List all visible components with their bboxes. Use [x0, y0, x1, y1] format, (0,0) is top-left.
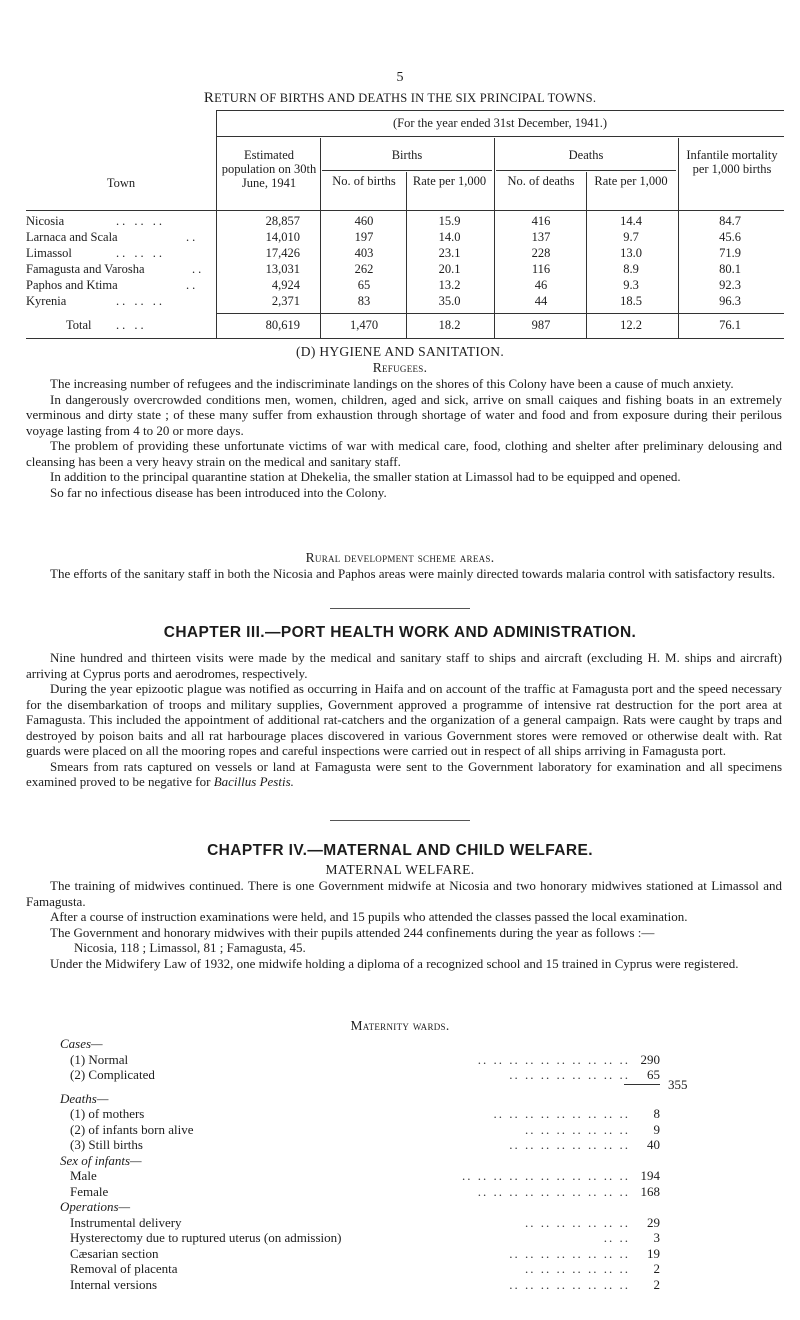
cell-births: 65	[357, 278, 371, 292]
hygiene-paragraph: The increasing number of refugees and the indiscriminate landings on the shores of this Colony have been a cause of much anxiety.	[50, 376, 734, 391]
header-population: Estimated population on 30th June, 1941	[221, 148, 317, 190]
list-category	[60, 1199, 660, 1215]
item-label: (2) of infants born alive	[70, 1121, 194, 1137]
table-body	[26, 214, 784, 310]
cell-birth-rate: 14.0	[438, 230, 461, 244]
list-category	[60, 1153, 660, 1169]
cell-deaths: 228	[531, 246, 551, 260]
cell-population: 14,010	[265, 230, 300, 244]
table-row	[26, 246, 784, 262]
cell-population: 28,857	[265, 214, 300, 228]
leader-dots: .. ..	[116, 318, 147, 332]
births-rule	[322, 170, 492, 171]
item-label: Male	[70, 1168, 97, 1183]
cell-deaths: 46	[534, 278, 548, 292]
item-label: Female	[70, 1183, 109, 1199]
rural-paragraph-block	[26, 566, 782, 582]
cell-death-rate: 14.4	[620, 214, 642, 228]
table-period: (For the year ended 31st December, 1941.)	[392, 116, 607, 130]
leader-dots: .. .. ..	[116, 246, 165, 260]
cell-total-infant: 76.1	[719, 318, 741, 332]
cell-infant: 92.3	[719, 278, 741, 292]
item-value: 40	[647, 1137, 660, 1152]
item-label: Cæsarian section	[70, 1245, 159, 1261]
table-row	[26, 230, 784, 246]
births-deaths-table	[26, 110, 784, 340]
deaths-label: Deaths—	[60, 1090, 109, 1106]
chapter-3-paragraph: During the year epizootic plague was notified as occurring in Haifa and on account of the traffic at Famagusta port and the speed necessary for the disembarkation of troops and military supplies, Government approved a programme of intensive rat destruction for the port area at Famagusta. This included the appointment of additional rat-catchers and the organization of a general campaign. Rats were caught by traps and destroyed by poison baits and all rat harbourage places discovered in various Government stores were removed or otherwise dealt with. Rat guards were placed on all the mooring ropes and careful inspections were carried out in respect of all ships arriving in Famagusta port.	[26, 681, 782, 758]
cell-population: 4,924	[271, 278, 300, 292]
cell-birth-rate: 23.1	[438, 246, 461, 260]
cell-town: Paphos and Ktima	[26, 278, 118, 292]
item-value: 65	[647, 1067, 660, 1082]
sex-label: Sex of infants—	[60, 1152, 142, 1168]
cases-label: Cases—	[60, 1036, 103, 1051]
table-row	[26, 214, 784, 230]
deaths-rule	[496, 170, 676, 171]
item-label: (1) Normal	[70, 1051, 129, 1067]
header-infant-mortality: Infantile mortality per 1,000 births	[686, 148, 778, 176]
item-value: 194	[640, 1168, 660, 1183]
chapter-4-paragraphs	[26, 878, 782, 971]
hygiene-heading: (D) HYGIENE AND SANITATION.	[296, 344, 504, 359]
cell-town: Limassol	[26, 246, 72, 260]
list-item	[60, 1246, 660, 1262]
leader-dots: .. .. ..	[116, 294, 165, 308]
chapter-3-paragraph-smears	[26, 759, 782, 790]
hygiene-paragraph: The problem of providing these unfortunate victims of war with medical care, food, clothing and shelter after preliminary delousing and cleansing has been a very heavy strain on the medical and sanitary staff.	[26, 438, 782, 469]
cell-infant: 84.7	[719, 214, 741, 228]
item-value: 2	[653, 1261, 660, 1276]
bacillus-pestis: Bacillus Pestis.	[213, 774, 294, 789]
item-label: Hysterectomy due to ruptured uterus (on admission)	[70, 1230, 342, 1245]
cell-birth-rate: 13.2	[438, 278, 461, 292]
header-births: Births	[391, 148, 423, 162]
header-births-no: No. of births	[332, 174, 396, 188]
leader-dots: .. .. ..	[116, 214, 165, 228]
header-deaths-no: No. of deaths	[507, 174, 575, 188]
cell-birth-rate: 15.9	[438, 214, 461, 228]
refugees-heading: Refugees.	[372, 360, 428, 375]
leader-dots: .. .. .. .. .. .. .. .. .. ..	[477, 1183, 630, 1199]
cases-sum-rule	[624, 1084, 660, 1085]
chapter-4-heading: CHAPTFR IV.—MATERNAL AND CHILD WELFARE.	[207, 842, 593, 859]
list-item	[60, 1067, 660, 1083]
leader-dots: .. .. .. .. .. .. .. .. .. .. ..	[462, 1168, 630, 1183]
item-label: (3) Still births	[70, 1137, 143, 1152]
leader-dots: .. .. .. .. .. .. ..	[525, 1121, 630, 1137]
maternity-wards-heading: Maternity wards.	[350, 1018, 450, 1033]
chapter-4-paragraph: Under the Midwifery Law of 1932, one midwife holding a diploma of a recognized school and 15 trained in Cyprus were registered.	[50, 955, 739, 971]
list-item	[60, 1137, 660, 1153]
cell-death-rate: 9.3	[623, 278, 639, 292]
section-divider	[330, 608, 470, 609]
maternity-wards-list	[60, 1036, 660, 1292]
leader-dots: ..	[192, 262, 205, 276]
chapter-4-paragraph: After a course of instruction examinations were held, and 15 pupils who attended the classes passed the local examination.	[50, 909, 688, 924]
cell-death-rate: 9.7	[623, 230, 639, 244]
table-row	[26, 294, 784, 310]
cell-births: 403	[354, 246, 374, 260]
table-total-row	[26, 318, 784, 334]
leader-dots: .. .. .. .. .. .. .. ..	[509, 1245, 630, 1261]
list-category	[60, 1091, 660, 1107]
page-number: 5	[396, 70, 404, 85]
item-value: 290	[640, 1051, 660, 1067]
return-title	[0, 90, 800, 107]
operations-label: Operations—	[60, 1199, 131, 1214]
cell-town: Larnaca and Scala	[26, 230, 118, 244]
item-label: Internal versions	[70, 1276, 158, 1292]
leader-dots: .. .. .. .. .. .. .. .. .. ..	[477, 1051, 630, 1067]
chapter-3-heading: CHAPTER III.—PORT HEALTH WORK AND ADMINISTRATION.	[163, 624, 637, 641]
header-deaths-rate: Rate per 1,000	[594, 174, 668, 188]
hygiene-paragraph: In addition to the principal quarantine station at Dhekelia, the smaller station at Limassol had to be equipped and opened.	[50, 469, 681, 484]
cell-population: 13,031	[265, 262, 300, 276]
cell-death-rate: 18.5	[620, 294, 642, 308]
leader-dots: .. .. .. .. .. .. .. ..	[509, 1276, 630, 1292]
cell-infant: 45.6	[719, 230, 741, 244]
list-item	[60, 1277, 660, 1293]
hygiene-paragraph: So far no infectious disease has been introduced into the Colony.	[50, 484, 387, 500]
maternal-welfare-heading: MATERNAL WELFARE.	[325, 862, 475, 877]
table-period-rule	[216, 136, 784, 137]
chapter-4-paragraph: The Government and honorary midwives with their pupils attended 244 confinements during the year as follows :—	[50, 924, 655, 940]
item-label: (1) of mothers	[70, 1106, 145, 1121]
cell-deaths: 44	[534, 294, 548, 308]
item-value: 9	[653, 1121, 660, 1137]
list-item	[60, 1215, 660, 1231]
cell-births: 262	[354, 262, 374, 276]
table-row	[26, 262, 784, 278]
list-item	[60, 1052, 660, 1068]
chapter-3-paragraphs	[26, 650, 782, 790]
cell-town: Kyrenia	[26, 294, 67, 308]
item-value: 2	[653, 1276, 660, 1292]
leader-dots: .. .. .. .. .. .. ..	[525, 1261, 630, 1276]
cell-infant: 80.1	[719, 262, 741, 276]
return-title-initial: R	[203, 90, 215, 106]
cell-total-population: 80,619	[265, 318, 300, 332]
item-value: 29	[647, 1214, 660, 1230]
list-item	[60, 1184, 660, 1200]
chapter-3-paragraph: Nine hundred and thirteen visits were made by the medical and sanitary staff to ships and aircraft (excluding H. M. ships and aircraft) arriving at Cyprus ports and aerodromes, respectively.	[26, 650, 782, 681]
table-row	[26, 278, 784, 294]
hygiene-paragraphs	[26, 376, 782, 500]
list-item	[60, 1261, 660, 1277]
header-town: Town	[106, 176, 136, 190]
cell-total-death-rate: 12.2	[620, 318, 642, 332]
item-value: 8	[653, 1106, 660, 1121]
leader-dots: .. .. .. .. .. .. ..	[525, 1214, 630, 1230]
list-item	[60, 1122, 660, 1138]
item-value: 3	[653, 1230, 660, 1245]
cell-births: 460	[354, 214, 374, 228]
cell-town: Nicosia	[26, 214, 65, 228]
cell-birth-rate: 35.0	[438, 294, 461, 308]
header-births-rate: Rate per 1,000	[412, 174, 487, 188]
item-label: (2) Complicated	[70, 1067, 155, 1082]
item-value: 168	[640, 1183, 660, 1199]
list-item	[60, 1168, 660, 1184]
cell-death-rate: 13.0	[620, 246, 642, 260]
chapter-4-towns: Nicosia, 118 ; Limassol, 81 ; Famagusta, 45.	[74, 940, 306, 955]
list-item	[60, 1106, 660, 1122]
item-label: Instrumental delivery	[70, 1214, 182, 1230]
section-divider	[330, 820, 470, 821]
cell-total-births: 1,470	[349, 318, 379, 332]
list-spacer	[60, 1083, 660, 1091]
cell-death-rate: 8.9	[623, 262, 639, 276]
rural-heading: Rural development scheme areas.	[305, 550, 495, 565]
leader-dots: .. .. .. .. .. .. .. .. ..	[493, 1106, 630, 1121]
leader-dots: ..	[186, 230, 199, 244]
header-deaths: Deaths	[568, 148, 604, 162]
cell-total-label: Total	[66, 318, 92, 332]
cell-deaths: 416	[531, 214, 551, 228]
item-value: 19	[647, 1245, 660, 1261]
leader-dots: .. .. .. .. .. .. .. ..	[509, 1137, 630, 1152]
cell-town: Famagusta and Varosha	[26, 262, 145, 276]
leader-dots: .. ..	[603, 1230, 630, 1245]
leader-dots: ..	[186, 278, 199, 292]
cell-total-birth-rate: 18.2	[438, 318, 461, 332]
total-rule	[216, 313, 784, 314]
table-bottom-rule	[26, 338, 784, 339]
cases-total: 355	[668, 1077, 688, 1092]
cell-population: 17,426	[265, 246, 300, 260]
rural-paragraph: The efforts of the sanitary staff in both the Nicosia and Paphos areas were mainly directed towards malaria control with satisfactory results.	[50, 566, 776, 581]
cell-total-deaths: 987	[531, 318, 551, 332]
cell-population: 2,371	[271, 294, 300, 308]
chapter-4-paragraph: The training of midwives continued. There is one Government midwife at Nicosia and two honorary midwives stationed at Limassol and Famagusta.	[26, 878, 782, 909]
return-title-text: ETURN OF BIRTHS AND DEATHS IN THE SIX PRINCIPAL TOWNS.	[214, 91, 597, 105]
list-category	[60, 1036, 660, 1052]
cell-births: 197	[354, 230, 374, 244]
cell-deaths: 116	[531, 262, 551, 276]
list-item	[60, 1230, 660, 1246]
leader-dots: .. .. .. .. .. .. .. ..	[509, 1067, 630, 1082]
cell-births: 83	[357, 294, 371, 308]
cell-birth-rate: 20.1	[438, 262, 461, 276]
cell-deaths: 137	[531, 230, 551, 244]
item-label: Removal of placenta	[70, 1261, 178, 1276]
cell-infant: 96.3	[719, 294, 741, 308]
header-bottom-rule	[26, 210, 784, 211]
cell-infant: 71.9	[719, 246, 741, 260]
hygiene-paragraph: In dangerously overcrowded conditions men, women, children, aged and sick, arrive on small caiques and fishing boats in an extremely verminous and dirty state ; of these many suffer from exhaustion through shortage of water and food and from exposure during their perilous voyage lasting from 4 to 20 or more days.	[26, 391, 782, 438]
table-top-rule	[216, 110, 784, 111]
smears-text: Smears from rats captured on vessels or land at Famagusta were sent to the Government laboratory for examination and all specimens examined proved to be negative for	[26, 758, 782, 789]
